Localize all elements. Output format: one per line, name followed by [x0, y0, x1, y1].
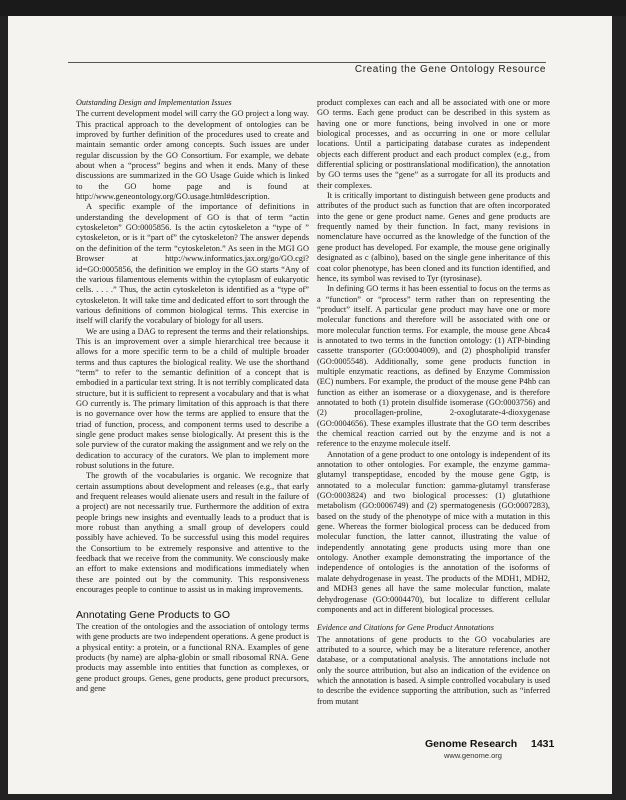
paragraph: We are using a DAG to represent the terms and their relationships. This is an improvement over a simple hierarchical tree because it allows for a more specific term to be a child of multiple broader terms and thus captures the biological reality. We use the shorthand “term” to refer to the semantic definition of a concept that is embodied in a particular text string. It is not terribly complicated data structure, but it is sufficient to represent a vocabulary and that is what GO currently is. The primary limitation of this approach is that there is no governance over how the terms are applied to ensure that the triad of function, process, and component terms used to describe a single gene product makes sense biologically. At present this is the sole purview of the curator making the assignment and we rely on the dedication to accuracy of the curators. We plan to implement more robust solutions in the future. [76, 326, 309, 471]
paragraph: product complexes can each and all be associated with one or more GO terms. Each gene product can be described in this system as having one or more functions, being involved in one or more biological processes, and as occurring in one or more cellular locations. Until a participating database curates as independent objects each different product and each product complex (e.g., from differential splicing or posttranslational modification), the annotation by GO terms uses the “gene” as a surrogate for all its products and their complexes. [317, 98, 550, 190]
header-rule [68, 62, 546, 63]
running-header: Creating the Gene Ontology Resource [354, 64, 546, 75]
right-column [317, 98, 550, 707]
left-column [76, 98, 309, 694]
subhead-evidence: Evidence and Citations for Gene Product Annotations [317, 623, 494, 633]
paragraph: Annotation of a gene product to one ontology is independent of its annotation to other ontologies. For example, the enzyme gamma-glutamyl transpeptidase, encoded by the mouse gene Ggtp, is annotated to a molecular function: gamma-glutamyl transferase (GO:0003824) and two biological processes: (1) glutathione metabolism (GO:0006749) and (2) spermatogenesis (GO:0007283), based on the study of the phenotype of mice with a mutation in this gene. Whereas the former biological process can be deduced from molecular function, the latter cannot, illustrating the value of independently annotating gene products using more than one ontology. Another example demonstrating the importance of the independence of ontologies is the annotation of the isoforms of malate dehydrogenase in yeast. The products of the MDH1, MDH2, and MDH3 genes all have the same molecular function, malate dehydrogenase (GO:0004470), but localize to different cellular components and act in different biological processes. [317, 449, 550, 614]
paragraph: The current development model will carry the GO project a long way. This practical approach to the development of ontologies can be improved by further definition of the procedures used to create and maintain semantic order among concepts. Such issues are under regular discussion by the GO Consortium. For example, we debate about when a “process” begins and when it ends. Many of these discussions are summarized in the GO Usage Guide which is linked to the GO home page and is found at http://www.geneontology.org/GO.usage.html#description. [76, 109, 310, 202]
page-number: 1431 [531, 738, 555, 750]
scan-border [0, 0, 626, 16]
paragraph: The annotations of gene products to the GO vocabularies are attributed to a source, which may be a literature reference, another database, or a computational analysis. The annotations include not only the source attribution, but also an indication of the evidence on which the annotation is based. A simple controlled vocabulary is used to describe the evidence supporting the attribution, such as “inferred from mutant [317, 634, 550, 706]
paragraph: The creation of the ontologies and the association of ontology terms with gene products are two independent operations. A gene product is a physical entity: a protein, or a functional RNA. Examples of gene products (by name) are alpha-globin or small ribosomal RNA. Gene products may assemble into entities that function as complexes, or gene product groups. Genes, gene products, gene product precursors, and gene [76, 621, 309, 693]
journal-name: Genome Research [425, 738, 518, 750]
paragraph: The growth of the vocabularies is organic. We recognize that certain assumptions about development and releases (e.g., that early and frequent releases would alienate users and result in the failure of a project) are not necessarily true. Furthermore the addition of extra people brings new insights and eventually leads to a product that is more robust than anything a small group of developers could possibly have achieved. To be successful using this model requires the Consortium to be extremely responsive and attentive to the feedback that we receive from the community. We consciously make an effort to make extensions and modifications immediately when these are pointed out by the community. This responsiveness encourages people to continue to assist us in making improvements. [76, 471, 309, 595]
paragraph: In defining GO terms it has been essential to focus on the terms as a “function” or “process” term rather than on representing the “product” itself. A particular gene product may have one or more molecular functions and therefore will be associated with one or more molecular function terms. For example, the mouse gene Abca4 is annotated to two terms in the function ontology: (1) ATP-binding cassette transporter (GO:0004009), and (2) phospholipid transfer (GO:0005548). Additionally, some gene products function in multiple enzymatic reactions, as defined by Enzyme Commission (EC) numbers. For example, the product of the mouse gene P4hb can function as either an isomerase or a dioxygenase, and is therefore annotated to both (1) protein disulfide isomerase (GO:0003756) and (2) procollagen-proline, 2-oxoglutarate-4-dioxygenase (GO:0004656). These examples illustrate that the GO term describes the chemical reaction carried out by the enzyme and is not a reference to the enzyme molecule itself. [317, 284, 550, 449]
paragraph: A specific example of the importance of definitions in understanding the development of GO is that of term “actin cytoskeleton” GO:0005856. Is the actin cytoskeleton a “type of ” cytoskeleton, or is it “part of” the cytoskeleton? The answer depends on the definition of the term “cytoskeleton.” As seen in the MGI GO Browser at http://www.informatics.jax.org/go/GO.cgi?id=GO:0005856, the definition we employ in the GO starts “Any of the various filamentous elements within the cytoplasm of eukaryotic cells. . . . .” Thus, the actin cytoskeleton is identified as a “type of” cytoskeleton. It will take time and dedicated effort to sort through the various definitions of common biological terms. This exercise in itself will clarify the vocabulary of biology for all users. [76, 202, 309, 326]
subhead-design-issues: Outstanding Design and Implementation Issues [76, 98, 232, 107]
paragraph: It is critically important to distinguish between gene products and attributes of the product such as function that are often incorporated into the gene or gene product name. Genes and gene products are frequently named by their function. In fact, many revisions in nomenclature have occurred as the knowledge of the function of the gene product has developed. For example, the mouse gene originally designated as c (albino), based on the single gene inheritance of this coat color phenotype, has been cloned and its function identified, and hence, its symbol was revised to Tyr (tyrosinase). [317, 191, 550, 283]
journal-url: www.genome.org [444, 751, 502, 760]
section-heading-annotating: Annotating Gene Products to GO [76, 608, 231, 621]
